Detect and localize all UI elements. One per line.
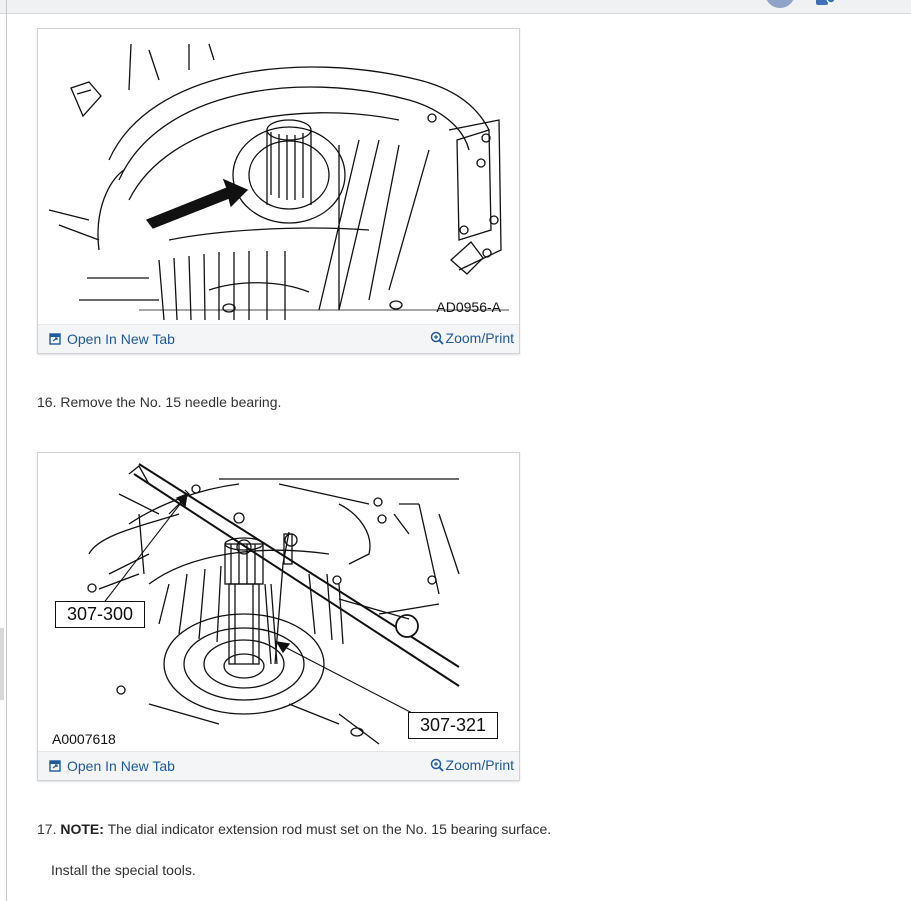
user-avatar[interactable] (765, 0, 795, 8)
page-left-border (6, 0, 7, 901)
figure-1-toolbar (38, 324, 519, 353)
figure-2-open-new-tab-link[interactable] (49, 758, 175, 774)
figure-1 (37, 28, 520, 354)
step-17-number: 17. (37, 821, 57, 837)
open-new-tab-label: Open In New Tab (67, 758, 175, 774)
note-label: NOTE: (60, 821, 104, 837)
open-new-tab-icon (49, 760, 61, 772)
figure-2-zoom-print-link[interactable] (430, 757, 514, 773)
step-17-instruction: Install the special tools. (51, 862, 196, 878)
figure-2 (37, 452, 520, 781)
zoom-print-label: Zoom/Print (445, 330, 514, 346)
callout-307-300: 307-300 (55, 601, 145, 628)
zoom-print-label: Zoom/Print (445, 757, 514, 773)
step-17-note (37, 821, 551, 837)
step-16-number: 16. (37, 394, 57, 410)
figure-1-code: AD0956-A (436, 299, 501, 315)
zoom-icon (430, 331, 444, 345)
figure-1-open-new-tab-link[interactable] (49, 331, 175, 347)
open-new-tab-icon (49, 333, 61, 345)
left-scroll-stub[interactable] (0, 628, 4, 700)
step-16 (37, 394, 281, 410)
note-text: The dial indicator extension rod must set on the No. 15 bearing surface. (107, 821, 552, 837)
zoom-icon (430, 758, 444, 772)
figure-2-code: A0007618 (52, 731, 116, 747)
app-top-bar (0, 0, 911, 14)
figure-1-illustration (39, 30, 518, 324)
figure-2-toolbar (38, 751, 519, 780)
step-16-text: Remove the No. 15 needle bearing. (60, 394, 282, 410)
account-help-icon[interactable] (815, 0, 837, 6)
open-new-tab-label: Open In New Tab (67, 331, 175, 347)
figure-1-zoom-print-link[interactable] (430, 330, 514, 346)
callout-307-321: 307-321 (408, 712, 498, 739)
